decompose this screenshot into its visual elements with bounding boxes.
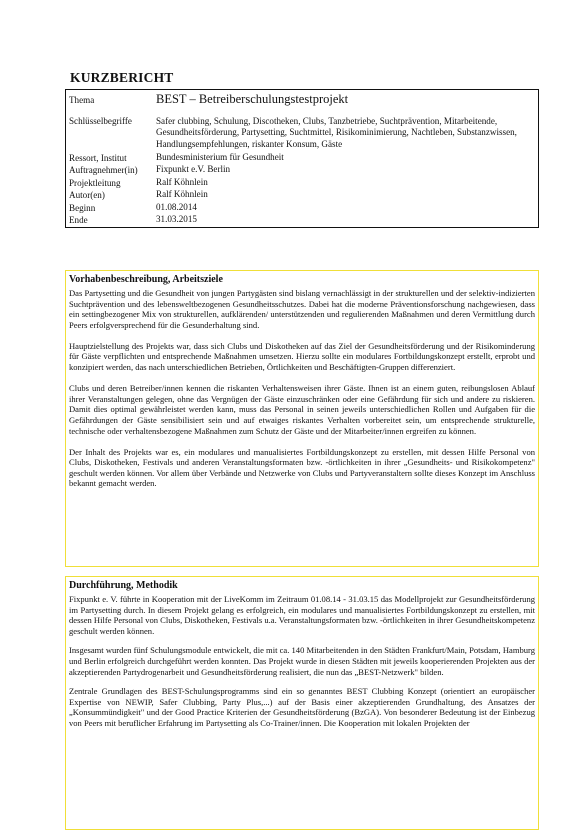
meta-label: Schlüsselbegriffe <box>69 116 132 126</box>
project-title: BEST – Betreiberschulungstestprojekt <box>156 92 349 106</box>
meta-value: 01.08.2014 <box>156 201 197 212</box>
meta-row-thema <box>66 90 539 114</box>
paragraph: Insgesamt wurden fünf Schulungsmodule entwickelt, die mit ca. 140 Mitarbeitenden in den Städten Frankfurt/Main, Potsdam, Hamburg und Berlin erfolgreich durchgeführt werden konnten. Das Projekt wurde in diesen Städten mit jeweils kooperierenden Projekten aus der akzeptierenden Partydrogenarbeit und Gesundheitsförderung realisiert, die nun das „BEST-Netzwerk" bilden. <box>69 645 535 677</box>
section-title: Durchführung, Methodik <box>69 580 178 591</box>
paragraph: Clubs und deren Betreiber/innen kennen die riskanten Verhaltensweisen ihrer Gäste. Ihnen ist an einem guten, reibungslosen Ablauf ihrer Veranstaltungen gelegen, ohne das Vergnügen der Gäste einzuschränken oder eine Gefährdung für sich und andere zu riskieren. Damit dies optimal gewährleistet werden kann, muss das Personal in seinen jeweils unterschiedlichen Rollen und Aufgaben für die Gefährdungen der Gäste sensibilisiert sein und auf etwaiges riskantes Verhalten vorbereitet sein, um entsprechende strukturelle, technische oder verhaltensbezogene Maßnahmen zum Schutz der Gäste und der Mitarbeiter/innen ergreifen zu können. <box>69 383 535 436</box>
meta-label: Ende <box>69 215 88 226</box>
meta-value-keywords: Safer clubbing, Schulung, Discotheken, Clubs, Tanzbetriebe, Suchtprävention, Mitarbeitende, Gesundheitsförderung, Partysetting, Suchtmittel, Risikominimierung, Nachtleben, Substanzwissen, Handlungsempfehlungen, riskanter Konsum, Gäste <box>156 116 517 149</box>
meta-value: Ralf Köhnlein <box>156 176 208 187</box>
meta-value: Fixpunkt e.V. Berlin <box>156 164 231 175</box>
paragraph: Hauptzielstellung des Projekts war, dass sich Clubs und Diskotheken auf das Ziel der Gesundheitsförderung und der Risikominderung für Gäste verpflichten und entsprechende Maßnahmen umsetzen. Hierzu sollte ein modulares Fortbildungskonzept erstellt, erprobt und konzipiert werden, das nach unterschiedlichen Betrieben, Örtlichkeiten und Beschäftigten-Gruppen differenziert. <box>69 340 535 373</box>
meta-value: Ralf Köhnlein <box>156 189 208 200</box>
meta-row-auftragnehmer <box>66 164 539 177</box>
paragraph: Das Partysetting und die Gesundheit von jungen Partygästen sind bislang vernachlässigt in der strukturellen und der selektiv-indizierten Suchtprävention und des lebensweltbezogenen Gesundheitsschutzes. Dabei hat die moderne Präventionsforschung nachgewiesen, dass ein settingbezogener Mix von strukturellen, aufklärenden/ unterstützenden und regulierenden Maßnahmen und deren Vermittlung durch Peers erfolgversprechend für die Gesunderhaltung sind. <box>69 288 535 330</box>
meta-value: 31.03.2015 <box>156 214 197 225</box>
section-durchfuehrung <box>65 576 539 830</box>
meta-row-autor <box>66 189 539 202</box>
paragraph: Der Inhalt des Projekts war es, ein modulares und manualisiertes Fortbildungskonzept zu erstellen, mit dessen Hilfe Personal von Clubs, Diskotheken, Festivals und anderen Veranstaltungsformaten bzw. -örtlichkeiten in ihrer „Gesundheits- und Risikokompetenz" geschult werden können. Vor allem über Verbände und Netzwerke von Clubs und Partyveranstaltern sollte dieses Konzept im Anschluss bekannt gemacht werden. <box>69 446 535 489</box>
meta-label: Ressort, Institut <box>69 152 127 163</box>
meta-label: Thema <box>69 95 95 105</box>
meta-label: Beginn <box>69 202 96 213</box>
section-title: Vorhabenbeschreibung, Arbeitsziele <box>69 274 223 285</box>
meta-row-ressort <box>66 152 539 165</box>
metadata-table <box>65 89 539 228</box>
meta-label: Autor(en) <box>69 190 105 201</box>
meta-label: Auftragnehmer(in) <box>69 165 138 176</box>
paragraph: Zentrale Grundlagen des BEST-Schulungsprogramms sind ein so genanntes BEST Clubbing Konzept (orientiert an europäischer Expertise von NEWIP, Safer Clubbing, Party Plus,...) auf der Basis einer akzeptierenden Grundhaltung, des Ansatzes der „Konsummündigkeit" und der Good Practice Kriterien der Gesundheitsförderung (BzGA). Von besonderer Bedeutung ist der Einbezug von Peers mit beruflicher Erfahrung im Partysetting als Co-Trainer/innen. Die Kooperation mit lokalen Projekten der <box>69 686 535 728</box>
meta-row-keywords <box>66 113 539 152</box>
meta-row-projektleitung <box>66 177 539 190</box>
meta-value: Bundesministerium für Gesundheit <box>156 151 284 162</box>
meta-row-ende <box>66 214 539 227</box>
paragraph: Fixpunkt e. V. führte in Kooperation mit der LiveKomm im Zeitraum 01.08.14 - 31.03.15 das Modellprojekt zur Gesundheitsförderung im Partysetting durch. In diesem Projekt gelang es erfolgreich, ein modulares und manualisiertes Fortbildungskonzept zu erstellen, mit dessen Hilfe Personal von Clubs, Diskotheken, Festivals u.a. Veranstaltungsformaten bzw. -örtlichkeiten in ihrer Gesundheitskompetenz geschult werden können. <box>69 594 535 636</box>
report-heading: KURZBERICHT <box>70 70 174 85</box>
meta-label: Projektleitung <box>69 177 121 188</box>
meta-row-beginn <box>66 202 539 215</box>
section-vorhabenbeschreibung <box>65 270 539 567</box>
